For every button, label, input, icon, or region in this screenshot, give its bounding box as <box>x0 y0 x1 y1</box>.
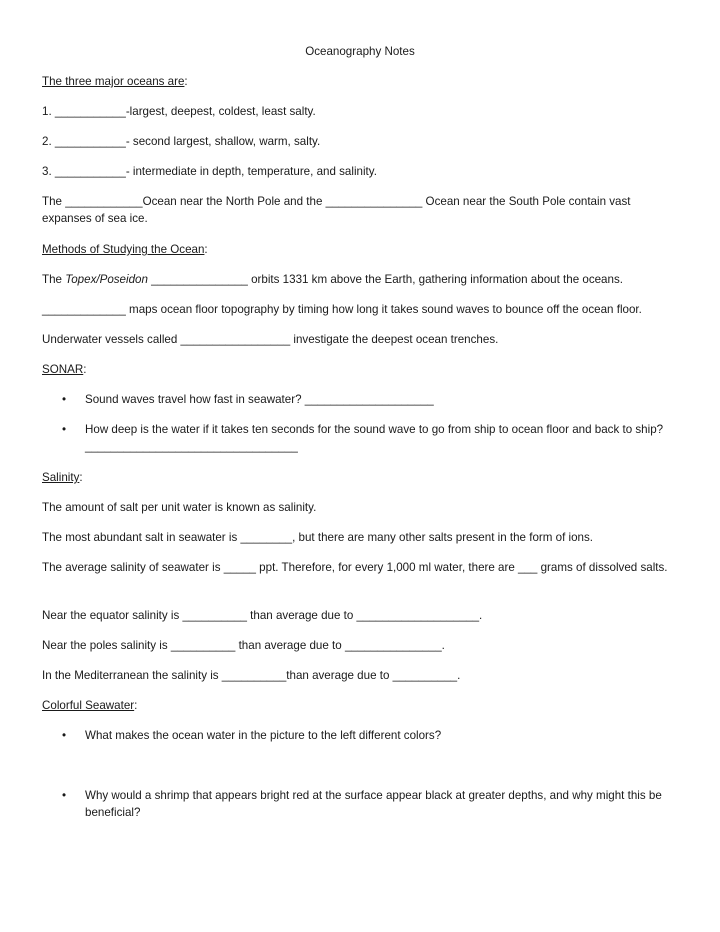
salinity-paragraph-1: The amount of salt per unit water is known as salinity. <box>42 501 317 514</box>
bullet-icon: • <box>62 423 67 436</box>
bullet-icon: • <box>62 729 67 742</box>
sonar-bullet-1: Sound waves travel how fast in seawater? ____________________ <box>85 393 434 406</box>
topex-name: Topex/Poseidon <box>65 273 148 286</box>
heading-colon: : <box>79 471 83 484</box>
colorful-bullet-2: Why would a shrimp that appears bright red at the surface appear black at greater depths, and why might this be beneficial? <box>85 789 662 819</box>
ocean-question-4: The ____________Ocean near the North Pole and the _______________ Ocean near the South Pole contain vast expanses of sea ice. <box>42 195 631 225</box>
section-heading-salinity <box>42 469 672 486</box>
page-title: Oceanography Notes <box>305 45 415 58</box>
bullet-icon: • <box>62 789 67 802</box>
ocean-question-1: 1. ___________-largest, deepest, coldest, least salty. <box>42 105 316 118</box>
salinity-paragraph-6: In the Mediterranean the salinity is __________than average due to __________. <box>42 669 461 682</box>
topex-pre: The <box>42 273 66 286</box>
methods-question-1 <box>42 271 672 288</box>
heading-colon: : <box>204 243 208 256</box>
colorful-bullet-1: What makes the ocean water in the picture to the left different colors? <box>85 729 442 742</box>
heading-text: Colorful Seawater <box>42 699 135 712</box>
salinity-paragraph-2: The most abundant salt in seawater is ________, but there are many other salts present in the form of ions. <box>42 531 594 544</box>
section-heading-colorful <box>42 697 672 714</box>
ocean-question-2: 2. ___________- second largest, shallow, warm, salty. <box>42 135 321 148</box>
heading-text: SONAR <box>42 363 84 376</box>
topex-post: _______________ orbits 1331 km above the Earth, gathering information about the oceans. <box>147 273 623 286</box>
section-heading-methods <box>42 241 672 258</box>
heading-colon: : <box>83 363 87 376</box>
bullet-icon: • <box>62 393 67 406</box>
section-heading-sonar <box>42 361 672 378</box>
salinity-paragraph-3: The average salinity of seawater is _____ ppt. Therefore, for every 1,000 ml water, there are ___ grams of dissolved salts. <box>42 561 668 574</box>
section-heading-oceans <box>42 73 672 90</box>
heading-text: Methods of Studying the Ocean <box>42 243 205 256</box>
salinity-paragraph-4: Near the equator salinity is __________ than average due to ___________________. <box>42 609 483 622</box>
ocean-question-3: 3. ___________- intermediate in depth, temperature, and salinity. <box>42 165 377 178</box>
heading-text: Salinity <box>42 471 80 484</box>
sonar-bullet-2: How deep is the water if it takes ten seconds for the sound wave to go from ship to ocean floor and back to ship? _________________________________ <box>85 423 664 453</box>
salinity-paragraph-5: Near the poles salinity is __________ than average due to _______________. <box>42 639 445 652</box>
heading-colon: : <box>184 75 188 88</box>
methods-question-2: _____________ maps ocean floor topography by timing how long it takes sound waves to bounce off the ocean floor. <box>42 303 642 316</box>
methods-question-3: Underwater vessels called _________________ investigate the deepest ocean trenches. <box>42 333 499 346</box>
heading-text: The three major oceans are <box>42 75 185 88</box>
heading-colon: : <box>134 699 138 712</box>
